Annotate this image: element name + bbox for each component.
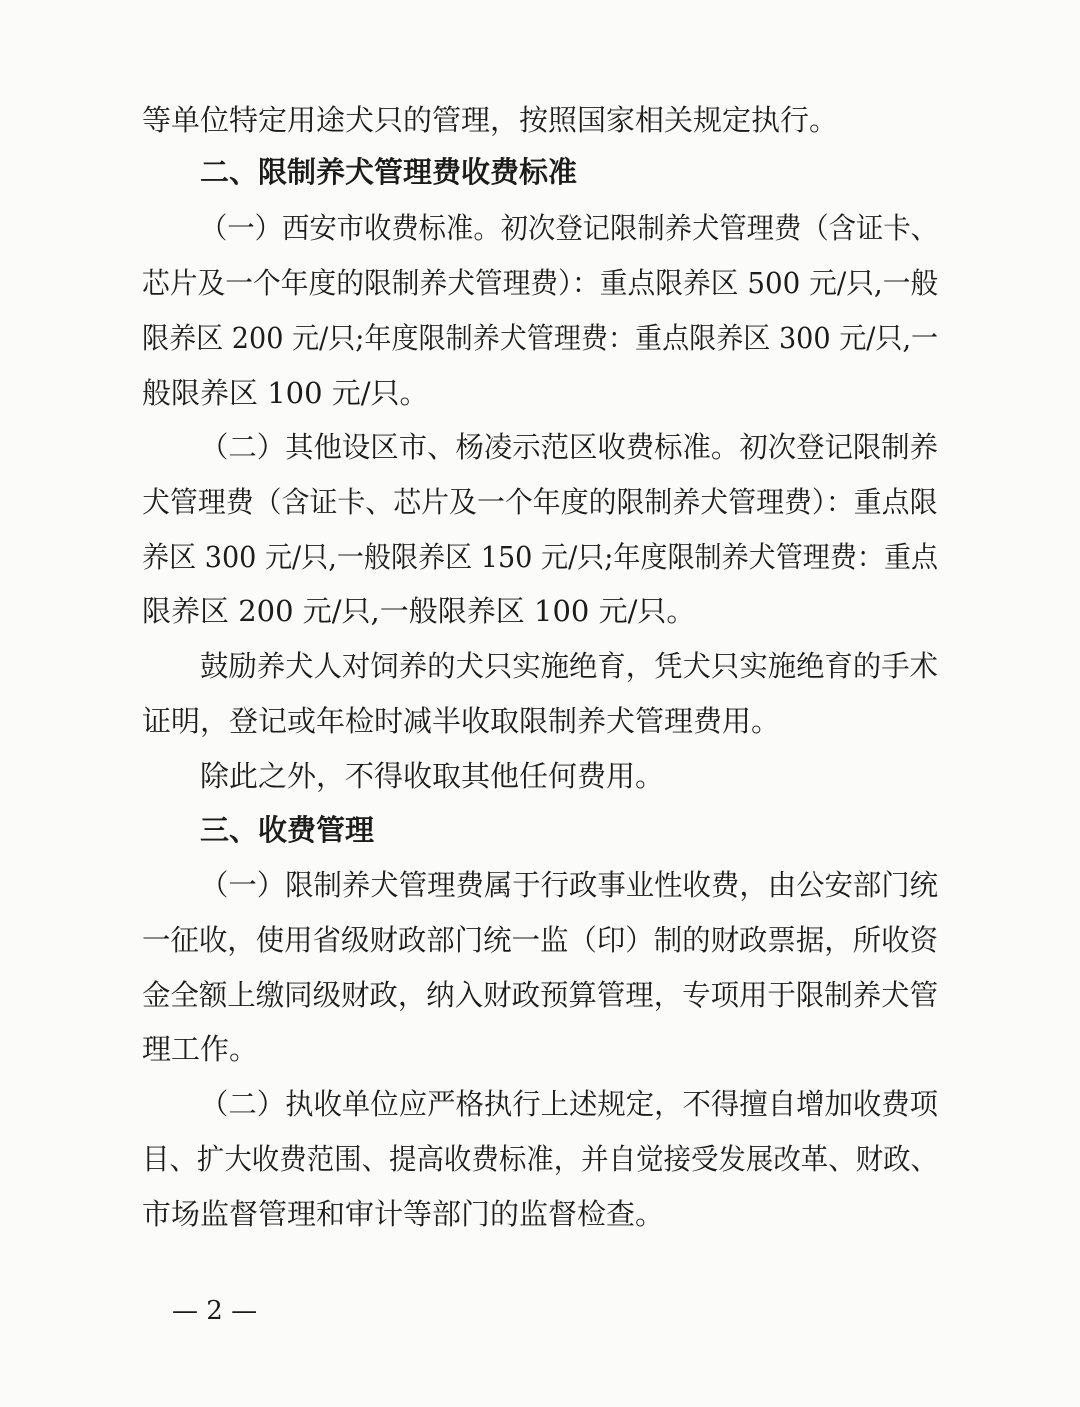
text-line: 除此之外，不得收取其他任何费用。	[200, 759, 665, 793]
page-number: — 2 —	[172, 1296, 258, 1326]
text-line: 一征收，使用省级财政部门统一监（印）制的财政票据，所收资	[142, 923, 939, 957]
text-line: 犬管理费（含证卡、芯片及一个年度的限制养犬管理费）：重点限	[142, 485, 938, 519]
text-line: 理工作。	[142, 1032, 259, 1066]
text-line: 市场监督管理和审计等部门的监督检查。	[142, 1197, 665, 1231]
text-line: 限养区 200 元/只;年度限制养犬管理费：重点限养区 300 元/只,一	[142, 321, 939, 355]
text-line: 般限养区 100 元/只。	[142, 376, 429, 410]
text-line: 养区 300 元/只,一般限养区 150 元/只;年度限制养犬管理费：重点	[142, 540, 939, 574]
section-heading: 三、收费管理	[200, 813, 375, 847]
text-line: 金全额上缴同级财政，纳入财政预算管理，专项用于限制养犬管	[142, 978, 939, 1012]
section-heading: 二、限制养犬管理费收费标准	[200, 155, 578, 189]
text-line: （二）执收单位应严格执行上述规定，不得擅自增加收费项	[200, 1087, 939, 1121]
text-line: （一）西安市收费标准。初次登记限制养犬管理费（含证卡、	[200, 211, 938, 245]
text-line: 目、扩大收费范围、提高收费标准，并自觉接受发展改革、财政、	[142, 1142, 939, 1176]
text-line: （二）其他设区市、杨凌示范区收费标准。初次登记限制养	[200, 430, 939, 464]
text-line: （一）限制养犬管理费属于行政事业性收费，由公安部门统	[200, 868, 939, 902]
text-line: 芯片及一个年度的限制养犬管理费）：重点限养区 500 元/只,一般	[142, 266, 939, 300]
text-line: 证明，登记或年检时减半收取限制养犬管理费用。	[142, 704, 781, 738]
text-line: 鼓励养犬人对饲养的犬只实施绝育，凭犬只实施绝育的手术	[200, 649, 939, 683]
text-line: 限养区 200 元/只,一般限养区 100 元/只。	[142, 594, 696, 628]
text-line: 等单位特定用途犬只的管理，按照国家相关规定执行。	[142, 103, 839, 137]
